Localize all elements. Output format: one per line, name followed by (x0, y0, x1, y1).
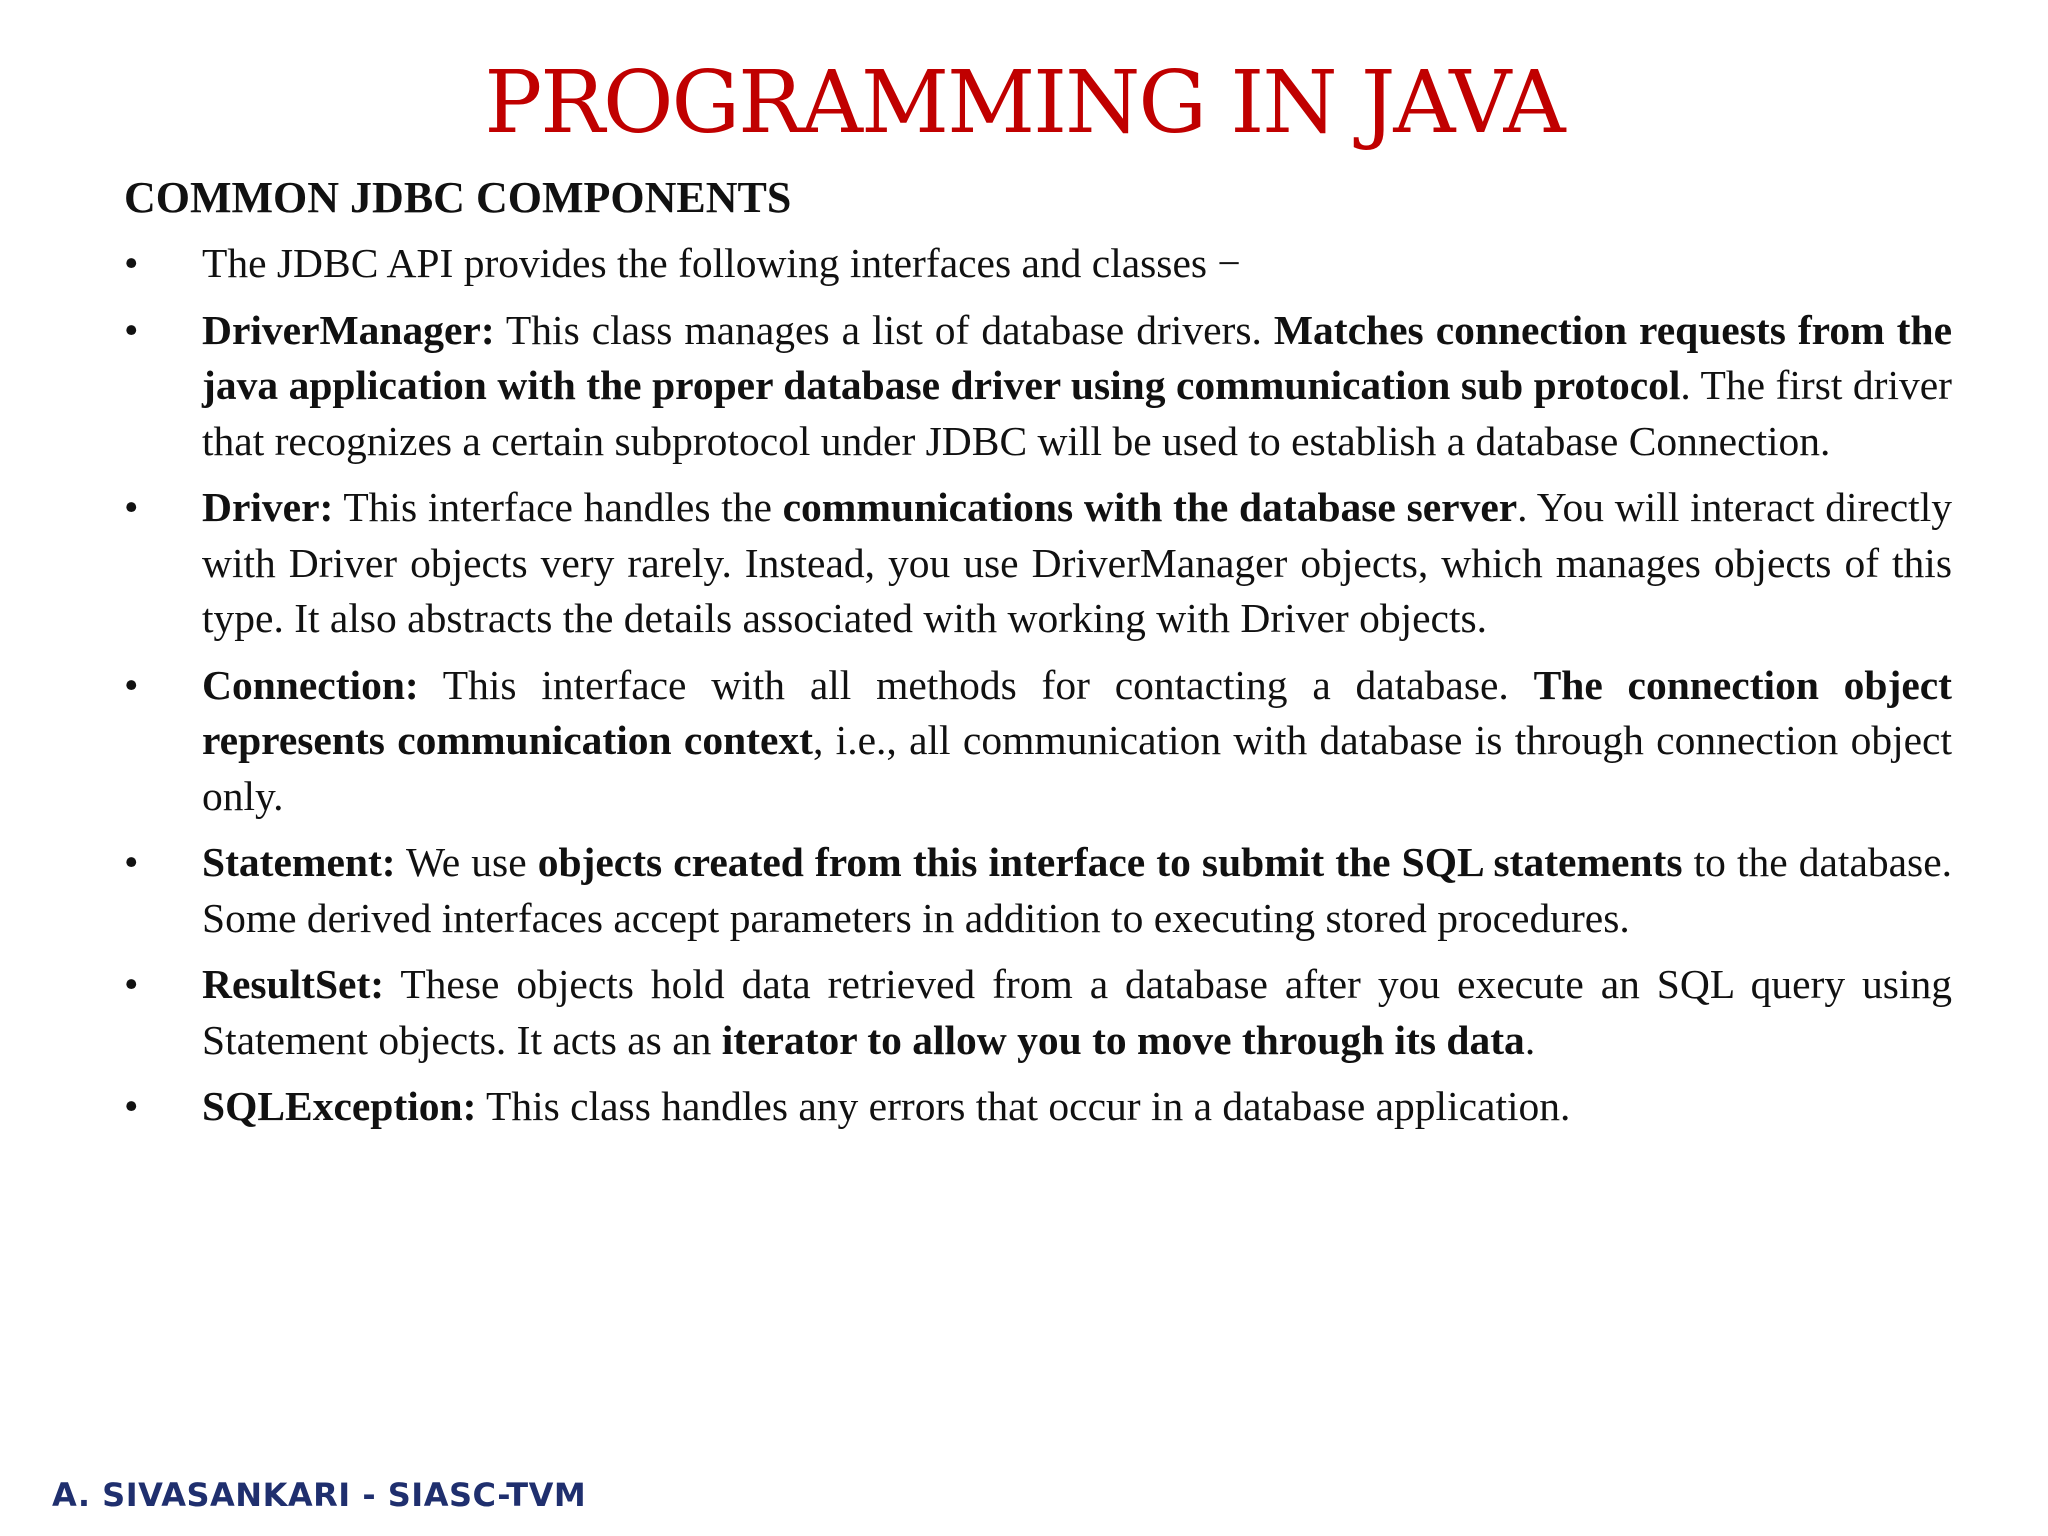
bullet-text-bold: communications with the database server (782, 484, 1518, 530)
bullet-text: . (1524, 1016, 1536, 1063)
bullet-dot: • (124, 240, 139, 286)
bullet-dot: • (124, 306, 139, 353)
bullet-item (124, 303, 1952, 470)
bullet-item (124, 1079, 1952, 1135)
slide-title: PROGRAMMING IN JAVA (484, 53, 1564, 153)
bullet-text-bold: Connection: (202, 661, 419, 708)
bullet-text: This class handles any errors that occur in a database application. (476, 1083, 1571, 1129)
bullet-dot: • (124, 661, 139, 708)
bullet-text: We use (395, 839, 538, 885)
bullet-text-bold: iterator to allow you to move through its data (721, 1016, 1525, 1063)
bullet-dot: • (124, 484, 139, 530)
bullet-item (124, 957, 1952, 1068)
bullet-text: These objects hold data retrieved from a database after you execute an SQL query using Statement objects. It acts as an (202, 961, 1952, 1063)
bullet-text: to the database. Some derived interfaces accept parameters in addition to executing stored procedures. (202, 839, 1952, 941)
bullet-item (124, 835, 1952, 946)
bullet-dot: • (124, 839, 139, 885)
bullet-text-bold: Matches connection requests from the java application with the proper database driver using communication sub protocol (202, 306, 1952, 408)
bullet-list (124, 236, 1952, 1146)
bullet-text-bold: The connection object represents communication context (202, 661, 1952, 763)
bullet-dot: • (124, 961, 139, 1007)
bullet-text: This interface with all methods for contacting a database. (418, 661, 1534, 708)
bullet-text: This interface handles the (333, 484, 783, 530)
bullet-text: This class manages a list of database drivers. (494, 306, 1274, 353)
bullet-text-bold: Driver: (202, 484, 334, 530)
bullet-item (124, 658, 1952, 825)
bullet-item (124, 480, 1952, 647)
bullet-item (124, 236, 1952, 292)
bullet-text: The JDBC API provides the following interfaces and classes − (202, 240, 1241, 286)
bullet-text: , i.e., all communication with database is through connection object only. (202, 717, 1952, 819)
bullet-text-bold: SQLException: (202, 1083, 477, 1129)
bullet-text-bold: DriverManager: (202, 306, 495, 353)
bullet-text: . The first driver that recognizes a certain subprotocol under JDBC will be used to establish a database Connection. (202, 362, 1952, 464)
bullet-text-bold: ResultSet: (202, 961, 385, 1007)
bullet-text-bold: objects created from this interface to submit the SQL statements (537, 839, 1683, 885)
section-heading: COMMON JDBC COMPONENTS (124, 173, 792, 222)
bullet-text: . You will interact directly with Driver objects very rarely. Instead, you use DriverManager objects, which manages objects of this type. It also abstracts the details associated with working with Driver objects. (202, 484, 1952, 641)
bullet-text-bold: Statement: (202, 839, 396, 885)
bullet-dot: • (124, 1083, 139, 1129)
footer-author: A. SIVASANKARI - SIASC-TVM (52, 1476, 587, 1514)
